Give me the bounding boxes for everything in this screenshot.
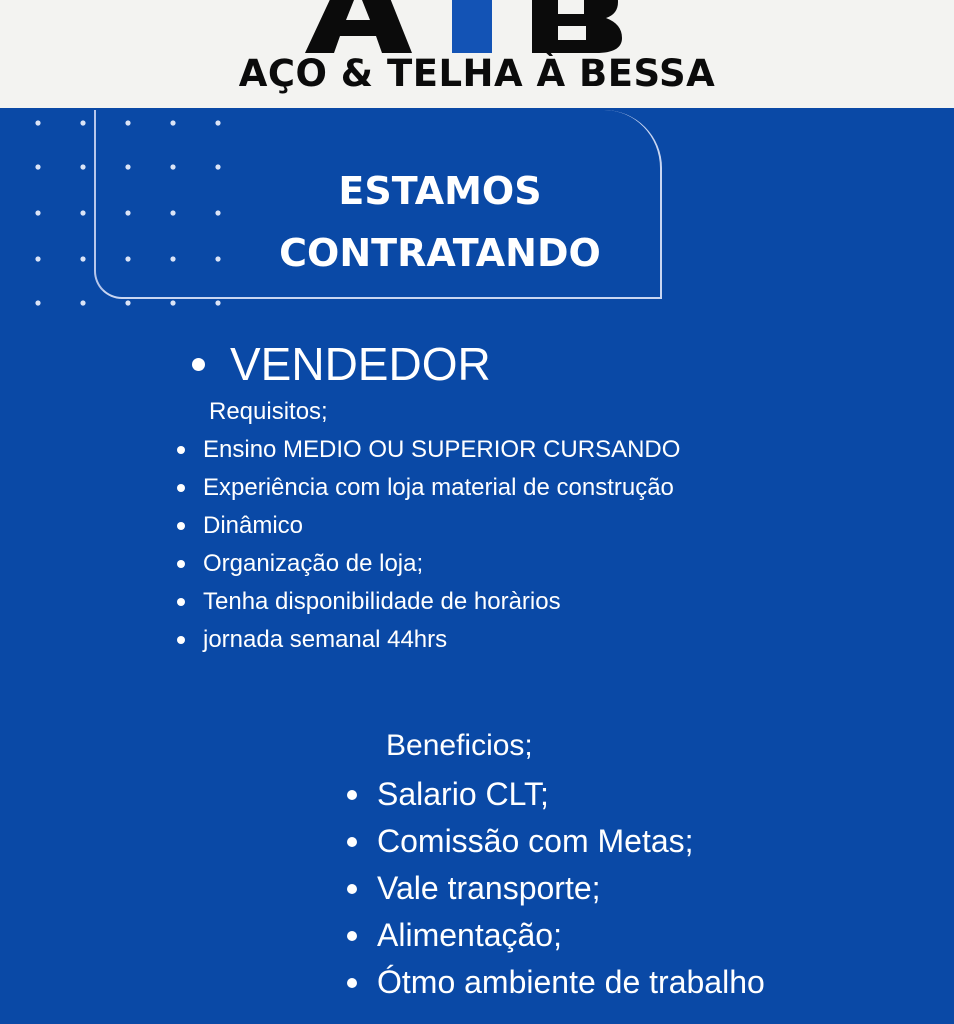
hiring-title: [200, 160, 680, 284]
benefits-heading: Beneficios;: [386, 729, 533, 762]
requirement-text: jornada semanal 44hrs: [203, 626, 448, 653]
list-item: [177, 621, 680, 659]
atb-logo: [300, 0, 630, 53]
benefits-list: [347, 771, 765, 1006]
bullet-icon: [192, 358, 205, 371]
hiring-title-line2: CONTRATANDO: [279, 231, 601, 275]
list-item: [347, 959, 765, 1006]
bullet-icon: [177, 560, 185, 568]
bullet-icon: [177, 636, 185, 644]
requirement-text: Dinâmico: [203, 512, 304, 539]
bullet-icon: [177, 446, 185, 454]
job-title-text: VENDEDOR: [230, 338, 491, 390]
list-item: [347, 771, 765, 818]
benefit-text: Salario CLT;: [377, 776, 549, 812]
bullet-icon: [177, 522, 185, 530]
bullet-icon: [347, 931, 357, 941]
requirement-text: Experiência com loja material de construção: [203, 474, 674, 501]
list-item: [177, 545, 680, 583]
header-banner: [0, 0, 954, 108]
bullet-icon: [177, 484, 185, 492]
bullet-icon: [347, 790, 357, 800]
job-title: [192, 334, 491, 394]
list-item: [177, 431, 680, 469]
job-post-body: [0, 108, 954, 1024]
benefit-text: Alimentação;: [377, 917, 562, 953]
benefit-text: Ótmo ambiente de trabalho: [377, 964, 765, 1000]
list-item: [177, 469, 680, 507]
requirements-heading: Requisitos;: [209, 398, 328, 425]
list-item: [177, 507, 680, 545]
list-item: [177, 583, 680, 621]
list-item: [347, 865, 765, 912]
company-name: AÇO & TELHA À BESSA: [238, 52, 716, 95]
bullet-icon: [347, 837, 357, 847]
requirements-list: [177, 431, 680, 659]
hiring-title-line1: ESTAMOS: [338, 169, 542, 213]
benefit-text: Comissão com Metas;: [377, 823, 694, 859]
benefit-text: Vale transporte;: [377, 870, 601, 906]
requirement-text: Tenha disponibilidade de horàrios: [203, 588, 561, 615]
bullet-icon: [347, 884, 357, 894]
list-item: [347, 818, 765, 865]
list-item: [347, 912, 765, 959]
requirement-text: Organização de loja;: [203, 550, 424, 577]
bullet-icon: [177, 598, 185, 606]
requirement-text: Ensino MEDIO OU SUPERIOR CURSANDO: [203, 436, 681, 463]
bullet-icon: [347, 978, 357, 988]
